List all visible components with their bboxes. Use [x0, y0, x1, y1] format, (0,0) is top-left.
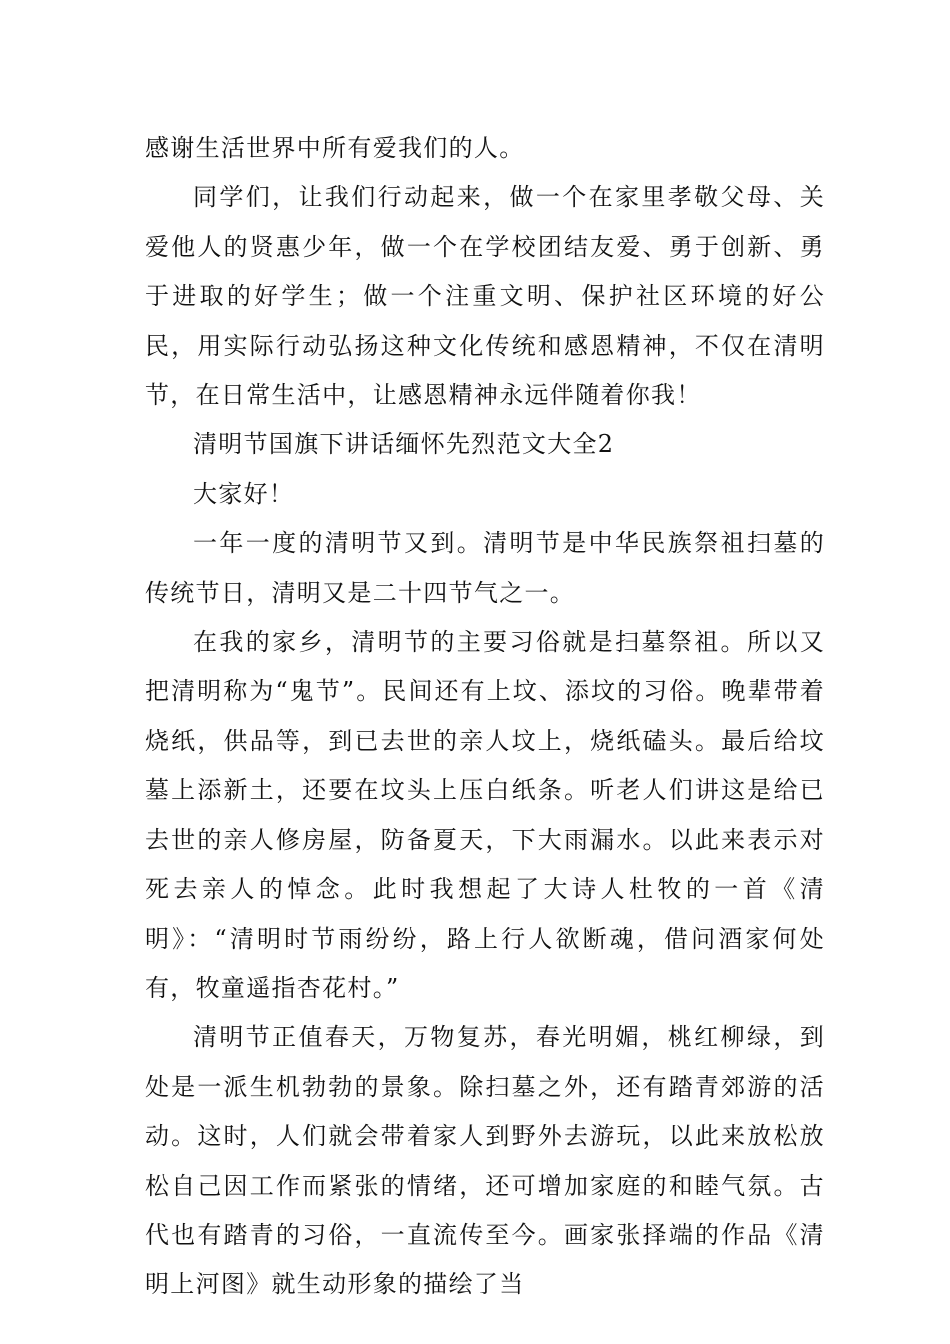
section-title: 清明节国旗下讲话缅怀先烈范文大全2	[193, 430, 615, 459]
paragraph-spring-outing: 清明节正值春天，万物复苏，春光明媚，桃红柳绿，到处是一派生机勃勃的景象。除扫墓之外，还有踏青郊游的活动。这时，人们就会带着家人到野外去游玩，以此来放松放松自己因工作而紧张的情绪，还可增加家庭的和睦气氛。古代也有踏青的习俗，一直流传至今。画家张择端的作品《清明上河图》就生动形象的描绘了当	[145, 1023, 825, 1299]
paragraph-greeting: 大家好！	[193, 479, 295, 508]
document-body	[145, 124, 825, 1310]
paragraph-intro: 一年一度的清明节又到。清明节是中华民族祭祖扫墓的传统节日，清明又是二十四节气之一。	[145, 529, 825, 607]
paragraph-call-to-action: 同学们，让我们行动起来，做一个在家里孝敬父母、关爱他人的贤惠少年，做一个在学校团结友爱、勇于创新、勇于进取的好学生；做一个注重文明、保护社区环境的好公民，用实际行动弘扬这种文化传统和感恩精神，不仅在清明节，在日常生活中，让感恩精神永远伴随着你我！	[145, 183, 825, 410]
paragraph-closing-line: 感谢生活世界中所有爱我们的人。	[145, 134, 525, 162]
paragraph-hometown-customs: 在我的家乡，清明节的主要习俗就是扫墓祭祖。所以又把清明称为“鬼节”。民间还有上坟、添坟的习俗。晚辈带着烧纸，供品等，到已去世的亲人坟上，烧纸磕头。最后给坟墓上添新土，还要在坟头上压白纸条。听老人们讲这是给已去世的亲人修房屋，防备夏天，下大雨漏水。以此来表示对死去亲人的悼念。此时我想起了大诗人杜牧的一首《清明》：“清明时节雨纷纷，路上行人欲断魂，借问酒家何处有，牧童遥指杏花村。”	[145, 628, 825, 1002]
